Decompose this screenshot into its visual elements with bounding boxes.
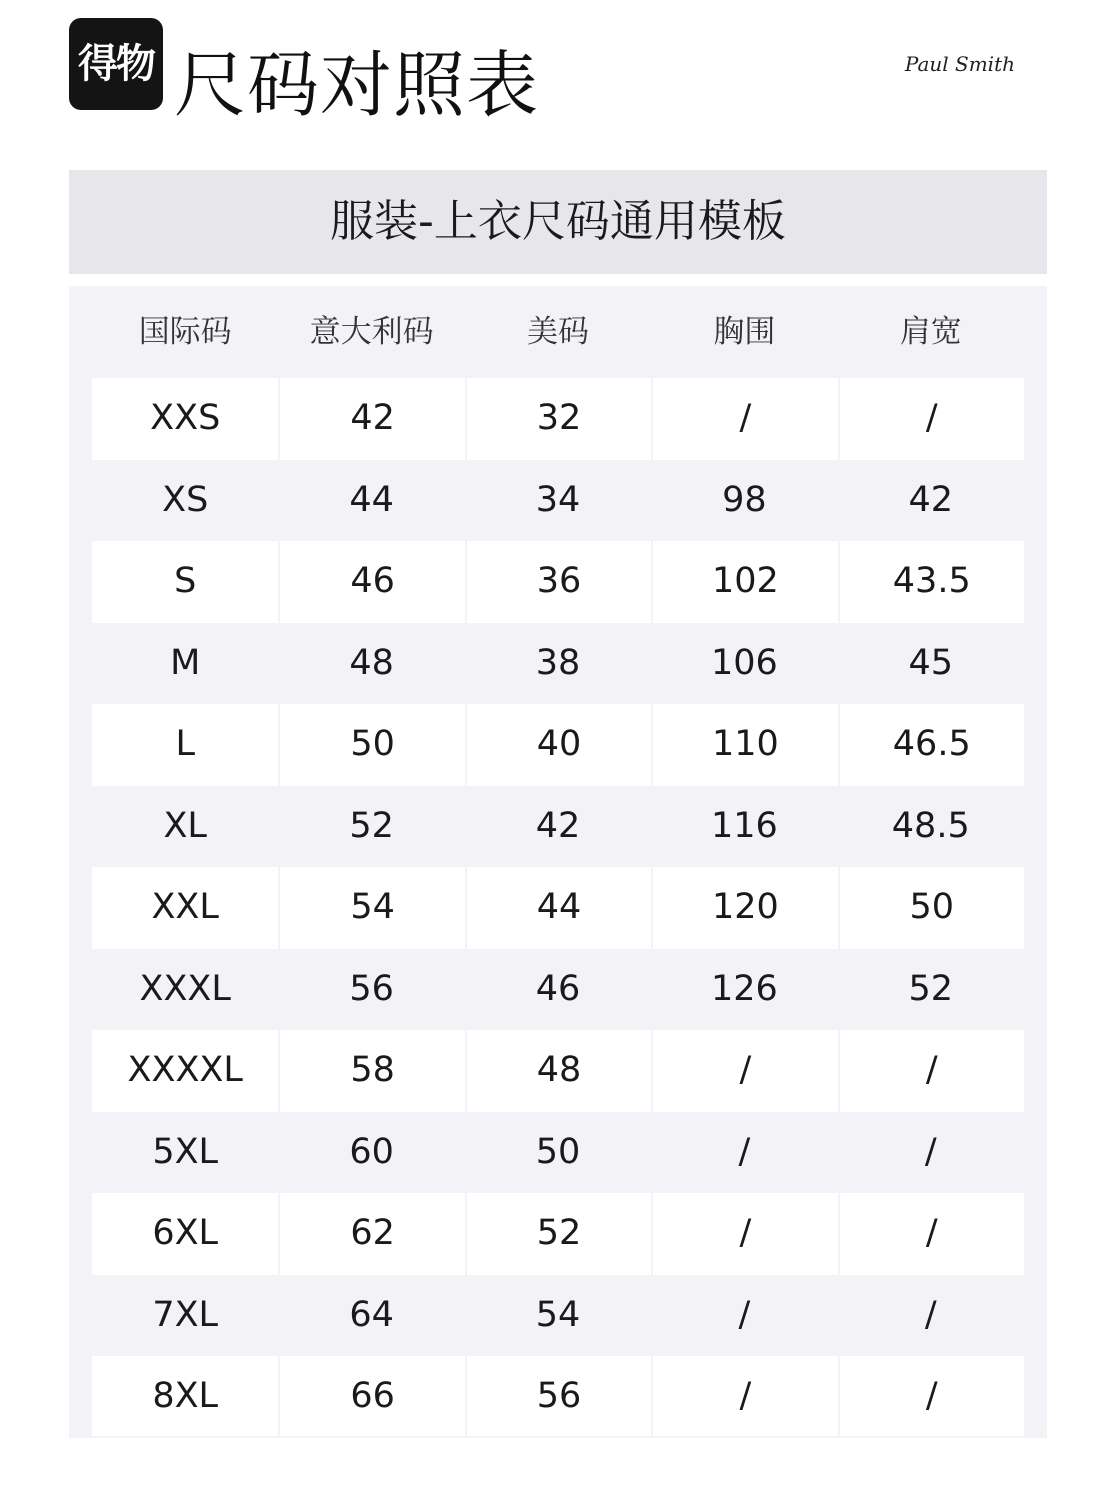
cell-intl-size: XXXL <box>139 968 231 1009</box>
cell-italy-size: 66 <box>278 1356 464 1436</box>
cell-italy-size: 52 <box>349 805 394 846</box>
column-header-intl: 国际码 <box>138 314 232 350</box>
cell-shoulder: 43.5 <box>838 541 1024 623</box>
column-header-italy: 意大利码 <box>309 314 434 350</box>
cell-shoulder: / <box>838 1356 1024 1436</box>
cell-us-size: 48 <box>465 1030 651 1112</box>
cell-intl-size: L <box>92 704 278 786</box>
cell-intl-size: XXXXL <box>92 1030 278 1112</box>
cell-intl-size: 6XL <box>92 1193 278 1275</box>
table-row <box>92 378 1024 460</box>
table-row <box>92 1275 1024 1357</box>
cell-italy-size: 48 <box>349 642 394 683</box>
cell-intl-size: 8XL <box>92 1356 278 1436</box>
cell-intl-size: XS <box>162 479 209 520</box>
cell-italy-size: 44 <box>349 479 394 520</box>
table-row <box>92 1112 1024 1194</box>
table-row <box>92 1030 1024 1112</box>
cell-us-size: 46 <box>535 968 581 1009</box>
cell-italy-size: 60 <box>349 1131 394 1172</box>
table-title-banner <box>69 170 1047 274</box>
cell-chest: / <box>651 378 837 460</box>
cell-us-size: 34 <box>535 479 581 520</box>
table-body <box>92 378 1024 1436</box>
cell-us-size: 38 <box>535 642 581 683</box>
cell-chest: / <box>651 1030 837 1112</box>
cell-italy-size: 42 <box>278 378 464 460</box>
cell-italy-size: 62 <box>278 1193 464 1275</box>
cell-italy-size: 54 <box>278 867 464 949</box>
cell-us-size: 50 <box>535 1131 581 1172</box>
cell-intl-size: S <box>92 541 278 623</box>
table-row <box>92 704 1024 786</box>
cell-chest: / <box>651 1193 837 1275</box>
cell-shoulder: 50 <box>838 867 1024 949</box>
table-row <box>92 786 1024 868</box>
cell-shoulder: 52 <box>908 968 954 1009</box>
cell-shoulder: 48.5 <box>891 805 970 846</box>
table-row <box>92 1356 1024 1436</box>
cell-us-size: 32 <box>465 378 651 460</box>
column-header-chest: 胸围 <box>713 314 776 350</box>
cell-italy-size: 56 <box>349 968 394 1009</box>
cell-chest: 126 <box>710 968 778 1009</box>
cell-us-size: 44 <box>465 867 651 949</box>
table-title: 服装-上衣尺码通用模板 <box>330 196 786 247</box>
cell-chest: / <box>651 1356 837 1436</box>
table-header-row <box>92 286 1024 378</box>
cell-intl-size: 5XL <box>152 1131 219 1172</box>
cell-italy-size: 58 <box>278 1030 464 1112</box>
cell-shoulder: 45 <box>908 642 954 683</box>
cell-us-size: 54 <box>535 1294 581 1335</box>
table-row <box>92 460 1024 542</box>
size-chart-table <box>69 286 1047 1438</box>
cell-intl-size: 7XL <box>152 1294 219 1335</box>
cell-us-size: 42 <box>535 805 581 846</box>
cell-shoulder: 46.5 <box>838 704 1024 786</box>
cell-us-size: 36 <box>465 541 651 623</box>
cell-chest: 98 <box>722 479 767 520</box>
cell-shoulder: / <box>838 378 1024 460</box>
cell-shoulder: / <box>924 1294 937 1335</box>
cell-italy-size: 50 <box>278 704 464 786</box>
dewu-logo: 得物 <box>69 18 163 110</box>
cell-italy-size: 64 <box>349 1294 394 1335</box>
cell-chest: 116 <box>710 805 778 846</box>
cell-chest: 120 <box>651 867 837 949</box>
cell-chest: / <box>738 1131 751 1172</box>
cell-shoulder: / <box>924 1131 937 1172</box>
cell-intl-size: XXL <box>92 867 278 949</box>
cell-chest: 102 <box>651 541 837 623</box>
cell-shoulder: / <box>838 1193 1024 1275</box>
cell-us-size: 52 <box>465 1193 651 1275</box>
cell-chest: / <box>738 1294 751 1335</box>
page-header <box>69 18 1047 138</box>
cell-us-size: 40 <box>465 704 651 786</box>
cell-us-size: 56 <box>465 1356 651 1436</box>
column-header-us: 美码 <box>526 314 589 350</box>
table-row <box>92 541 1024 623</box>
cell-intl-size: M <box>170 642 201 683</box>
table-row <box>92 623 1024 705</box>
table-row <box>92 867 1024 949</box>
table-row <box>92 949 1024 1031</box>
page-title: 尺码对照表 <box>174 43 540 127</box>
cell-chest: 110 <box>651 704 837 786</box>
column-header-shoulder: 肩宽 <box>899 314 962 350</box>
cell-shoulder: 42 <box>908 479 954 520</box>
brand-logo: Paul Smith <box>904 52 1015 76</box>
table-row <box>92 1193 1024 1275</box>
cell-intl-size: XXS <box>92 378 278 460</box>
cell-shoulder: / <box>838 1030 1024 1112</box>
cell-chest: 106 <box>710 642 778 683</box>
cell-intl-size: XL <box>163 805 207 846</box>
cell-italy-size: 46 <box>278 541 464 623</box>
